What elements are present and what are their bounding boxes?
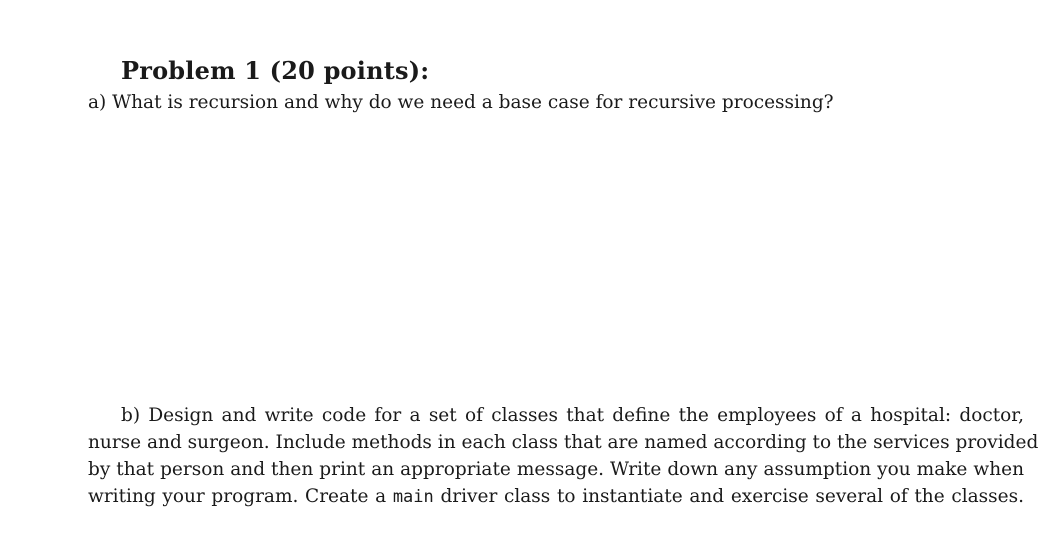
problem-title: Problem 1 (20 points):	[121, 56, 430, 85]
part-b-line-4-start: writing your program. Create a	[88, 486, 387, 507]
main-code-keyword: main	[392, 487, 434, 507]
part-b-line-3: by that person and then print an appropriate message. Write down any assumption you make when	[88, 459, 1024, 480]
part-b-line-4	[88, 483, 1024, 511]
part-b-question	[88, 402, 1039, 511]
part-b-line-2: nurse and surgeon. Include methods in each class that are named according to the services provided	[88, 432, 1039, 453]
part-b-line-1: b) Design and write code for a set of classes that define the employees of a hospital: doctor,	[121, 405, 1024, 426]
part-a-question: a) What is recursion and why do we need a base case for recursive processing?	[88, 92, 834, 113]
part-b-line-4-end: driver class to instantiate and exercise several of the classes.	[440, 486, 1024, 507]
